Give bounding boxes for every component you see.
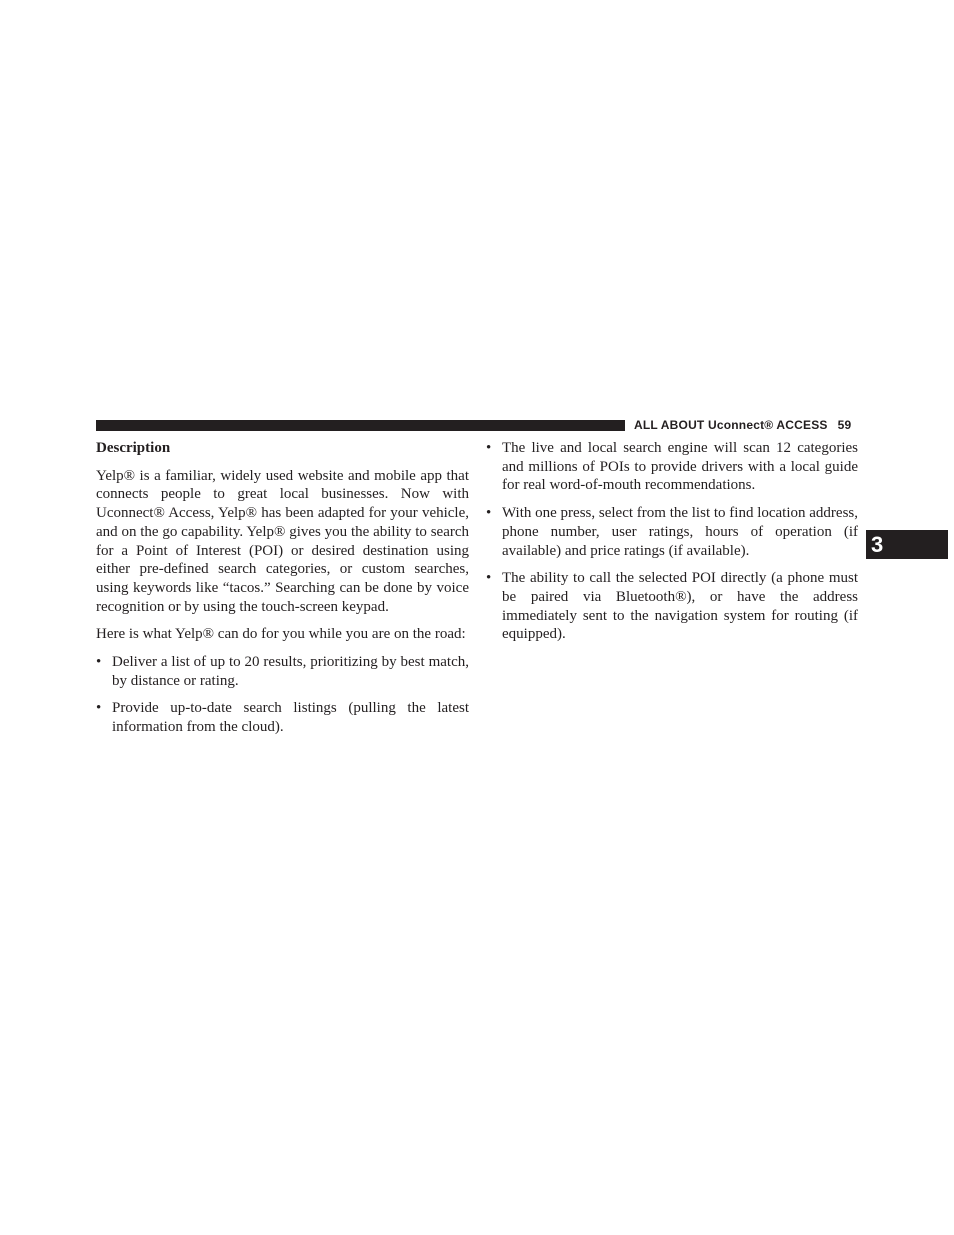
header-rule-bar — [96, 420, 625, 431]
header-title: ALL ABOUT Uconnect® ACCESS — [634, 418, 828, 432]
list-item — [486, 569, 858, 644]
list-item-text: The ability to call the selected POI directly (a phone must be paired via Bluetooth®), or have the address immediately sent to the navigation system for routing (if equipped). — [502, 570, 858, 643]
running-header — [634, 417, 851, 433]
chapter-tab — [866, 530, 948, 559]
bullet-icon: • — [96, 700, 102, 717]
list-item-text: Provide up-to-date search listings (pulling the latest information from the cloud). — [112, 700, 469, 736]
bullet-icon: • — [96, 654, 102, 671]
bullet-icon: • — [486, 505, 492, 522]
description-paragraph: Yelp® is a familiar, widely used website and mobile app that connects people to great local businesses. Now with Uconnect® Access, Yelp® has been adapted for your vehicle, and on the go capability. Yelp® gives you the ability to search for a Point of Interest (POI) or desired destination using either pre-defined search categories, or custom searches, using keywords like “tacos.” Searching can be done by voice recognition or by using the touch-screen keypad. — [96, 467, 469, 615]
list-item-text: With one press, select from the list to find location address, phone number, user ratings, hours of operation (if available) and price ratings (if available). — [502, 505, 858, 559]
list-item — [486, 504, 858, 560]
left-column — [96, 439, 469, 746]
list-item — [96, 653, 469, 690]
bullet-icon: • — [486, 570, 492, 587]
list-item-text: The live and local search engine will scan 12 categories and millions of POIs to provide drivers with a local guide for real word-of-mouth recommendations. — [502, 440, 858, 494]
list-item-text: Deliver a list of up to 20 results, prioritizing by best match, by distance or rating. — [112, 654, 469, 689]
section-heading: Description — [96, 440, 171, 456]
chapter-number: 3 — [871, 532, 884, 557]
page-number: 59 — [837, 418, 852, 432]
intro-paragraph: Here is what Yelp® can do for you while you are on the road: — [96, 626, 466, 643]
left-bullet-list — [96, 653, 469, 737]
bullet-icon: • — [486, 440, 492, 456]
list-item — [486, 439, 858, 495]
right-column — [486, 439, 858, 653]
list-item — [96, 699, 469, 736]
right-bullet-list — [486, 439, 858, 644]
